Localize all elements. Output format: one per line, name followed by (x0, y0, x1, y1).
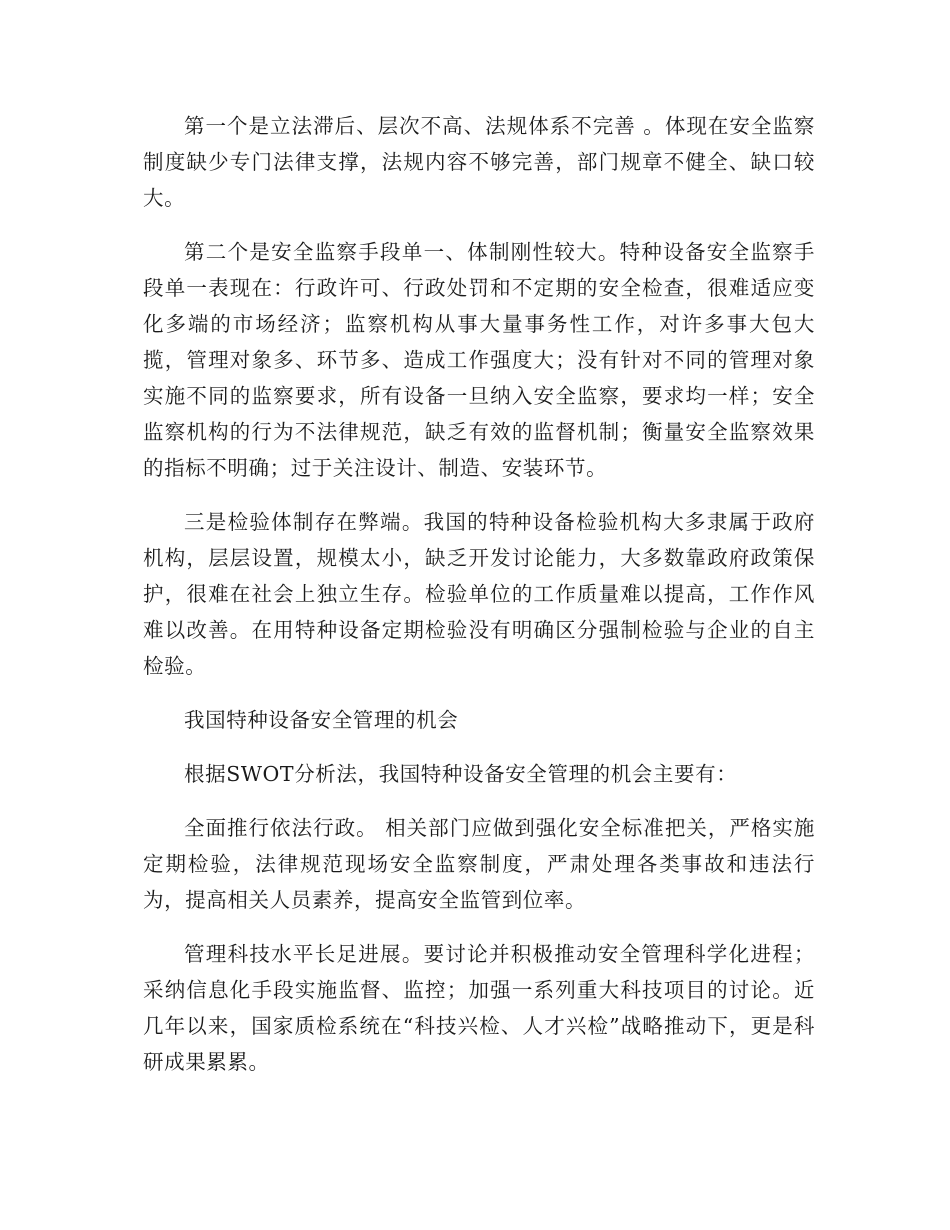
paragraph-supervision-means: 第二个是安全监察手段单一、体制刚性较大。特种设备安全监察手段单一表现在：行政许可、行政处罚和不定期的安全检查，很难适应变化多端的市场经济；监察机构从事大量事务性工作，对许多事大包大揽，管理对象多、环节多、造成工作强度大；没有针对不同的管理对象实施不同的监察要求，所有设备一旦纳入安全监察，要求均一样；安全监察机构的行为不法律规范，缺乏有效的监督机制；衡量安全监察效果的指标不明确；过于关注设计、制造、安装环节。 (143, 240, 815, 480)
section-heading-opportunities: 我国特种设备安全管理的机会 (184, 708, 459, 732)
paragraph-legislation-lag: 第一个是立法滞后、层次不高、法规体系不完善 。体现在安全监察制度缺少专门法律支撑，法规内容不够完善，部门规章不健全、缺口较大。 (143, 114, 815, 210)
paragraph-inspection-system: 三是检验体制存在弊端。我国的特种设备检验机构大多隶属于政府机构，层层设置，规模太小，缺乏开发讨论能力，大多数靠政府政策保护，很难在社会上独立生存。检验单位的工作质量难以提高，工作作风难以改善。在用特种设备定期检验没有明确区分强制检验与企业的自主检验。 (143, 510, 815, 678)
paragraph-rule-of-law: 全面推行依法行政。 相关部门应做到强化安全标准把关，严格实施定期检验，法律规范现场安全监察制度，严肃处理各类事故和违法行为，提高相关人员素养，提高安全监管到位率。 (143, 816, 815, 912)
paragraph-swot-intro: 根据SWOT分析法，我国特种设备安全管理的机会主要有： (184, 762, 738, 786)
document-body (143, 108, 815, 1098)
paragraph-tech-progress: 管理科技水平长足进展。要讨论并积极推动安全管理科学化进程；采纳信息化手段实施监督、监控；加强一系列重大科技项目的讨论。近几年以来，国家质检系统在“科技兴检、人才兴检”战略推动下，更是科研成果累累。 (143, 942, 815, 1074)
